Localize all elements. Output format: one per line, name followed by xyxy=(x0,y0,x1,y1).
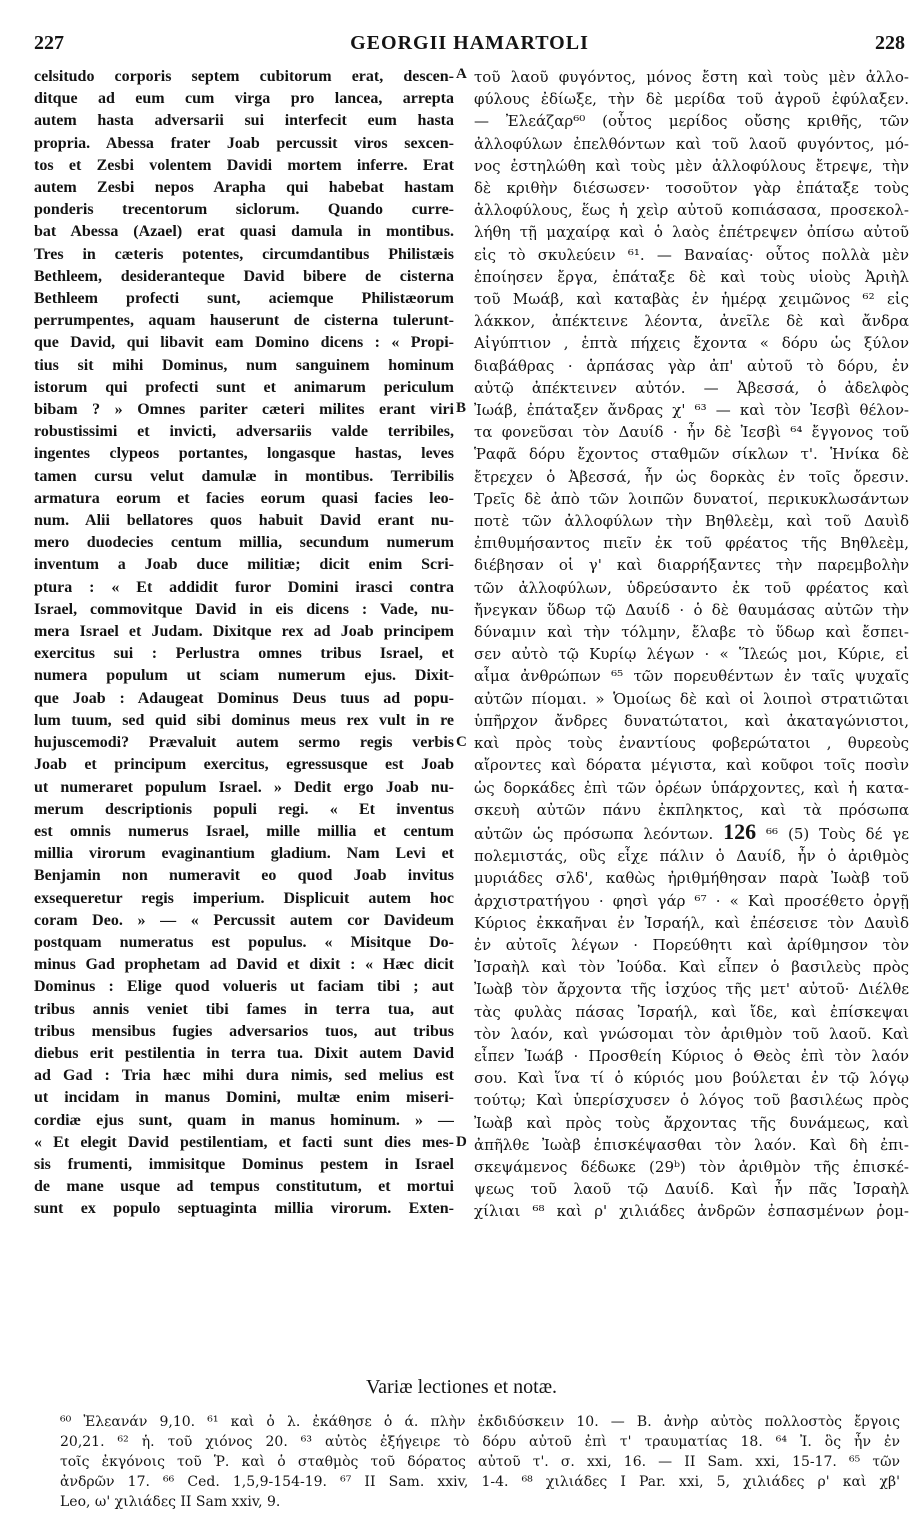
greek-line: τούτῳ; Καὶ ὑπερίσχυσεν ὁ λόγος τοῦ βασιλέως πρὸς xyxy=(474,1091,909,1110)
latin-column xyxy=(34,66,454,1221)
latin-line: millia virorum evaginantium gladium. Nam Levi et xyxy=(34,845,454,863)
greek-line: Ἰωάβ, ἐπάταξεν ἄνδρας χ' ⁶³ — καὶ τὸν Ἰεσβὶ θέλον- xyxy=(474,401,909,420)
footnotes xyxy=(60,1412,900,1512)
greek-line-126-post: ⁶⁶ (5) Τοὺς δέ γε xyxy=(766,824,909,843)
latin-line: ut numeraret populum Israel. » Dedit ergo Joab nu- xyxy=(34,778,454,796)
greek-line: ἐποίησεν ἔργα, ἐπάταξε δὲ καὶ τοὺς υἱοὺς Ἀριὴλ xyxy=(474,267,909,286)
latin-line: que David, qui libavit eam Domino dicens : « Propi- xyxy=(34,334,454,352)
greek-line: νος ἐστηλώθη καὶ τοὺς μὲν ἀλλοφύλους ἔτρεψε, τὴν xyxy=(474,156,909,175)
running-header xyxy=(34,32,905,60)
greek-line: Αἰγύπτιον , ἑπτὰ πήχεις ἔχοντα « δόρυ ὡς ξύλον xyxy=(474,334,909,353)
latin-line: Benjamin non numeravit eo quod Joab invitus xyxy=(34,867,454,885)
greek-line: σεν αὐτὸ τῷ Κυρίῳ λέγων · « Ἵλεώς μοι, Κύριε, εἰ xyxy=(474,645,909,664)
greek-line: τα φονεῦσαι τὸν Δαυίδ · ἦν δὲ Ἰεσβὶ ⁶⁴ ἔγγονος τοῦ xyxy=(474,423,909,442)
greek-line: σου. Καὶ ἵνα τί ὁ κύριός μου βούλεται ἐν τῷ λόγῳ xyxy=(474,1069,909,1088)
note-line: ἀνδρῶν 17. ⁶⁶ Ced. 1,5,9-154-19. ⁶⁷ II Sam. xxiv, 1-4. ⁶⁸ χιλιάδες I Par. xxi, 5, χιλιάδες ρ' καὶ χβ' xyxy=(60,1474,900,1490)
latin-line: ditque ad eum cum virga pro lancea, arrepta xyxy=(34,90,454,108)
latin-line: ponderis trecentorum siclorum. Quando curre- xyxy=(34,201,454,219)
latin-line: Dominus : Elige quod volueris ut faciam tibi ; aut xyxy=(34,978,454,996)
greek-column xyxy=(474,66,909,1223)
latin-line: propria. Abessa frater Joab percussit viros sexcen- xyxy=(34,134,454,152)
latin-line: postquam numeratus est populus. « Misitque Do- xyxy=(34,933,454,951)
greek-line: ψεως τοῦ λαοῦ τῷ Δαυίδ. Καὶ ἦν πᾶς Ἰσραὴλ xyxy=(474,1180,909,1199)
margin-letter-b: B xyxy=(456,400,467,416)
greek-line: διαβάθρας · ἁρπάσας γὰρ ἀπ' αὐτοῦ τὸ δόρυ, ἐν xyxy=(474,356,909,375)
greek-line: τοῦ λαοῦ φυγόντος, μόνος ἔστη καὶ τοὺς μὲν ἀλλο- xyxy=(474,68,909,86)
note-line: τοῖς ἐκγόνοις τοῦ Ῥ. καὶ ὁ σταθμὸς τοῦ δόρατος αὐτοῦ τ'. σ. xxi, 16. — II Sam. xxi, 15-17. ⁶⁵ τῶν xyxy=(60,1454,900,1470)
greek-line: ἀλλοφύλους, ἕως ἡ χεὶρ αὐτοῦ κοπιάσασα, προσεκολ- xyxy=(474,201,909,220)
greek-line: εἰς τὸ σκυλεύειν ⁶¹. — Βαναίας· οὗτος πολλὰ μὲν xyxy=(474,245,909,264)
greek-line: μυριάδες σλδ', καθὼς ἠριθμήθησαν παρὰ Ἰωὰβ τοῦ xyxy=(474,869,909,888)
latin-line: ptura : « Et addidit furor Domini irasci contra xyxy=(34,578,454,596)
latin-line: robustissimi et invicti, adversariis valde terribiles, xyxy=(34,423,454,441)
latin-line: exsequeretur regis imperium. Displicuit autem hoc xyxy=(34,889,454,907)
latin-line: tribus annis veniet tibi fames in terra tua, aut xyxy=(34,1000,454,1018)
margin-letter-a: A xyxy=(456,66,467,82)
latin-line: tamen cursu velut damulæ in montibus. Terribilis xyxy=(34,467,454,485)
greek-line: λήθη τῇ μαχαίρᾳ καὶ ὁ λαὸς ἐπέτρεψεν ὀπίσω αὐτοῦ xyxy=(474,223,909,242)
latin-line: bibam ? » Omnes pariter cæteri milites erant viri xyxy=(34,401,454,419)
greek-line: Ἰωὰβ τὸν ἄρχοντα τῆς ἰσχύος τῆς μετ' αὐτοῦ· Διέλθε xyxy=(474,980,909,999)
margin-letter-c: C xyxy=(456,734,467,750)
greek-line: αὐτῷ ἀπέκτεινεν αὐτόν. — Ἀβεσσά, ὁ ἀδελφὸς xyxy=(474,378,909,397)
greek-line: ποτὲ τῶν ἀλλοφύλων τὴν Βηθλεὲμ, καὶ τοῦ Δαυὶδ xyxy=(474,512,909,531)
greek-line: — Ἐλεάζαρ⁶⁰ (οὗτος μερίδος οὔσης κριθῆς, τῶν xyxy=(474,112,909,131)
latin-line: perrumpentes, aquam hauserunt de cisterna tulerunt- xyxy=(34,312,454,330)
latin-line: ad Gad : Tria hæc mihi dura nimis, sed melius est xyxy=(34,1067,454,1085)
greek-line: Ῥαφᾶ δόρυ ἔχοντος σταθμῶν σίκλων τ'. Ἡνίκα δὲ xyxy=(474,445,909,464)
note-line: ⁶⁰ Ἐλεανάν 9,10. ⁶¹ καὶ ὁ λ. ἐκάθησε ὁ ά. πλὴν ἐκδιδύσκειν 10. — Β. ἀνὴρ αὐτὸς πολλοστὸς ἔργοις xyxy=(60,1414,900,1430)
latin-line: lum tuum, sed quid sibi dominus meus rex vult in re xyxy=(34,711,454,729)
latin-line: sis frumenti, immisitque Dominus pestem in Israel xyxy=(34,1155,454,1173)
latin-line: mero duodecies centum millia, secundum numerum xyxy=(34,534,454,552)
latin-line: sunt ex populo septuaginta millia virorum. Exten- xyxy=(34,1200,454,1218)
latin-line: ingentes clypeos portantes, longasque hastas, leves xyxy=(34,445,454,463)
latin-line: de mane usque ad tempus constitutum, et mortui xyxy=(34,1178,454,1196)
page-number-left: 227 xyxy=(34,32,64,54)
latin-line: mera Israel et Judam. Dixitque rex ad Joab principem xyxy=(34,623,454,641)
latin-line: tos et Zesbi volentem Davidi mortem inferre. Erat xyxy=(34,156,454,174)
greek-line: ὑπῆρχον ἄνδρες δυνατώτατοι, καὶ ἀκαταγώνιστοι, xyxy=(474,711,909,730)
greek-line: Τρεῖς δὲ ἀπὸ τῶν λοιπῶν δυνατοί, περικυκλωσάντων xyxy=(474,489,909,508)
greek-line: Ἰσραὴλ καὶ τὸν Ἰούδα. Καὶ εἶπεν ὁ βασιλεὺς πρὸς xyxy=(474,958,909,977)
greek-line-126 xyxy=(474,821,909,845)
latin-line: « Et elegit David pestilentiam, et facti sunt dies mes- xyxy=(34,1133,454,1151)
greek-line: διέβησαν οἱ γ' καὶ διαρρήξαντες τὴν παρεμβολὴν xyxy=(474,556,909,575)
greek-line: τοῦ Μωάβ, καὶ καταβὰς ἐν ἡμέρᾳ χειμῶνος ⁶² εἰς xyxy=(474,290,909,309)
latin-line: merum descriptionis populi regi. « Et inventus xyxy=(34,800,454,818)
greek-line: Ἰωὰβ καὶ πρὸς τοὺς ἄρχοντας τῆς δυνάμεως, καὶ xyxy=(474,1113,909,1132)
greek-line: πολεμιστάς, οὓς εἶχε πάλιν ὁ Δαυίδ, ἦν ὁ ἀριθμὸς xyxy=(474,847,909,866)
latin-line: numera populum ut sciam numerum ejus. Dixit- xyxy=(34,667,454,685)
latin-line: inventum a Joab duce militiæ; dicit enim Scri- xyxy=(34,556,454,574)
latin-line: est omnis numerus Israel, mille millia et centum xyxy=(34,822,454,840)
greek-line: σκευὴ αὐτῶν πάνυ ἐκπληκτος, καὶ τὰ πρόσωπα xyxy=(474,800,909,819)
greek-line: αὐτῶν πίομαι. » Ὁμοίως δὲ καὶ οἱ λοιποὶ στρατιῶται xyxy=(474,689,909,708)
greek-line: ἀρχιστρατήγου · φησὶ γάρ ⁶⁷ · « Καὶ προσέθετο ὀργῇ xyxy=(474,891,909,910)
greek-line: ἀλλοφύλων ἐπελθόντων καὶ τοῦ λαοῦ φυγόντος, μό- xyxy=(474,134,909,153)
page-number-right: 228 xyxy=(875,32,905,54)
margin-letter-d: D xyxy=(456,1134,467,1150)
latin-line: hujuscemodi? Prævaluit autem sermo regis verbis xyxy=(34,734,454,752)
greek-line: φύλους ἐδίωξε, τὴν δὲ μερίδα τοῦ ἀγροῦ ἐφύλαξεν. xyxy=(474,90,909,109)
latin-line: autem hasta adversarii sui interfecit eum hasta xyxy=(34,112,454,130)
latin-line: celsitudo corporis septem cubitorum erat, descen- xyxy=(34,68,454,85)
greek-text-block-a xyxy=(474,66,909,821)
greek-line: σκεψάμενος δέδωκε (29ᵇ) τὸν ἀριθμὸν τῆς ἐπισκέ- xyxy=(474,1157,909,1176)
latin-line: exercitus sui : Perlustra omnes tribus Israel, et xyxy=(34,645,454,663)
latin-line: minus Gad prophetam ad David et dixit : « Hæc dicit xyxy=(34,956,454,974)
latin-line: Tres in cæteris potentes, circumdantibus Philistæis xyxy=(34,245,454,263)
greek-line: τὰς φυλὰς πάσας Ἰσραήλ, καὶ ἴδε, καὶ ἐπίσκεψαι xyxy=(474,1002,909,1021)
latin-line: istorum qui profecti sunt et animarum periculum xyxy=(34,378,454,396)
note-line: Leo, ω' χιλιάδες II Sam xxiv, 9. xyxy=(60,1494,281,1510)
greek-line: λάκκον, ἀπέκτεινε λέοντα, ἀνεῖλε δὲ καὶ ἄνδρα xyxy=(474,312,909,331)
greek-line: ἐπιθυμήσαντος πιεῖν ἐκ τοῦ φρέατος τῆς Βηθλεὲμ, xyxy=(474,534,909,553)
latin-line: bat Abessa (Azael) erat quasi damula in montibus. xyxy=(34,223,454,241)
greek-line: Κύριος ἐκκαῆναι ἐν Ἰσραήλ, καὶ ἐπέσεισε τὸν Δαυὶδ xyxy=(474,913,909,932)
note-line: 20,21. ⁶² ἡ. τοῦ χιόνος 20. ⁶³ αὐτὸς ἐξήγειρε τὸ δόρυ αὐτοῦ ἐπὶ τ' τραυματίας 18. ⁶⁴ Ἰ. ὃς ἦν ἐν xyxy=(60,1434,900,1450)
greek-line: τὸν λαόν, καὶ γνώσομαι τὸν ἀριθμὸν τοῦ λαοῦ. Καὶ xyxy=(474,1024,909,1043)
latin-line: diebus erit pestilentia in terra tua. Dixit autem David xyxy=(34,1044,454,1062)
latin-line: cordiæ ejus sunt, quam in manus hominum. » — xyxy=(34,1111,454,1129)
greek-line: ἀπῆλθε Ἰωὰβ ἐπισκέψασθαι τὸν λαόν. Καὶ δὴ ἐπι- xyxy=(474,1135,909,1154)
greek-line: αἴροντες καὶ δόρατα μέγιστα, καὶ κοῦφοι τοῖς ποσὶν xyxy=(474,756,909,775)
variae-lectiones-heading: Variæ lectiones et notæ. xyxy=(365,1376,558,1398)
greek-line: καὶ πρὸς τοὺς ἐναντίους φοβερώτατοι , θυρεοὺς xyxy=(474,734,909,753)
greek-line: δὲ κριθὴν διέσωσεν· τοσοῦτον γὰρ ἐπάταξε τοὺς xyxy=(474,179,909,198)
greek-line-126-pre: αὐτῶν ὡς πρόσωπα λεόντων. xyxy=(474,824,714,843)
latin-line: tius sit mihi Dominus, num sanguinem hominum xyxy=(34,356,454,374)
greek-line: εἶπεν Ἰωάβ · Προσθείη Κύριος ὁ Θεὸς ἐπὶ τὸν λαόν xyxy=(474,1046,909,1065)
latin-line: Bethleem profecti sunt, aciemque Philistæorum xyxy=(34,290,454,308)
latin-line: num. Alii bellatores quos habuit David erant nu- xyxy=(34,512,454,530)
latin-line: armatura eorum et facies eorum quasi facies leo- xyxy=(34,489,454,507)
greek-line: ἐν αὐτοῖς λέγων · Πορεύθητι καὶ ἀρίθμησον τὸν xyxy=(474,935,909,954)
greek-line: ἔτρεχεν ὁ Ἀβεσσά, ἦν ὡς δορκὰς ἐν τοῖς ὄρεσιν. xyxy=(474,467,909,486)
greek-line: τῶν ἀλλοφύλων, ὑδρεύσαντο ἐκ τοῦ φρέατος καὶ xyxy=(474,578,909,597)
greek-line: χίλιαι ⁶⁸ καὶ ρ' χιλιάδες ἀνδρῶν ἐσπασμένων ῥομ- xyxy=(474,1202,909,1221)
chapter-number-126: 126 xyxy=(723,820,757,844)
running-title: GEORGII HAMARTOLI xyxy=(350,32,589,54)
latin-line: que Joab : Adaugeat Dominus Deus tuus ad popu- xyxy=(34,689,454,707)
latin-line: coram Deo. » — « Percussit autem cor Davideum xyxy=(34,911,454,929)
greek-text-block-b xyxy=(474,845,909,1222)
latin-line: Bethleem, desideranteque David bibere de cisterna xyxy=(34,267,454,285)
latin-line: ut incidam in manus Domini, multæ enim miseri- xyxy=(34,1089,454,1107)
greek-line: ὡς δορκάδες ἐπὶ τῶν ὀρέων ὑπάρχοντες, καὶ ἡ κατα- xyxy=(474,778,909,797)
greek-line: ἤνεγκαν ὕδωρ τῷ Δαυίδ · ὁ δὲ θαυμάσας αὐτῶν τὴν xyxy=(474,600,909,619)
latin-line: autem Zesbi nepos Arapha qui habebat hastam xyxy=(34,179,454,197)
greek-line: δύναμιν καὶ τὴν τόλμην, ἔλαβε τὸ ὕδωρ καὶ ἔσπει- xyxy=(474,623,909,642)
latin-line: Israel, commovitque David in eis dicens : Vade, nu- xyxy=(34,600,454,618)
latin-line: tribus mensibus fugies adversarios tuos, aut tribus xyxy=(34,1022,454,1040)
greek-line: αἷμα ἀνθρώπων ⁶⁵ τῶν πορευθέντων ἐν ταῖς ψυχαῖς xyxy=(474,667,909,686)
latin-line: Joab et principum exercitus, egressusque est Joab xyxy=(34,756,454,774)
